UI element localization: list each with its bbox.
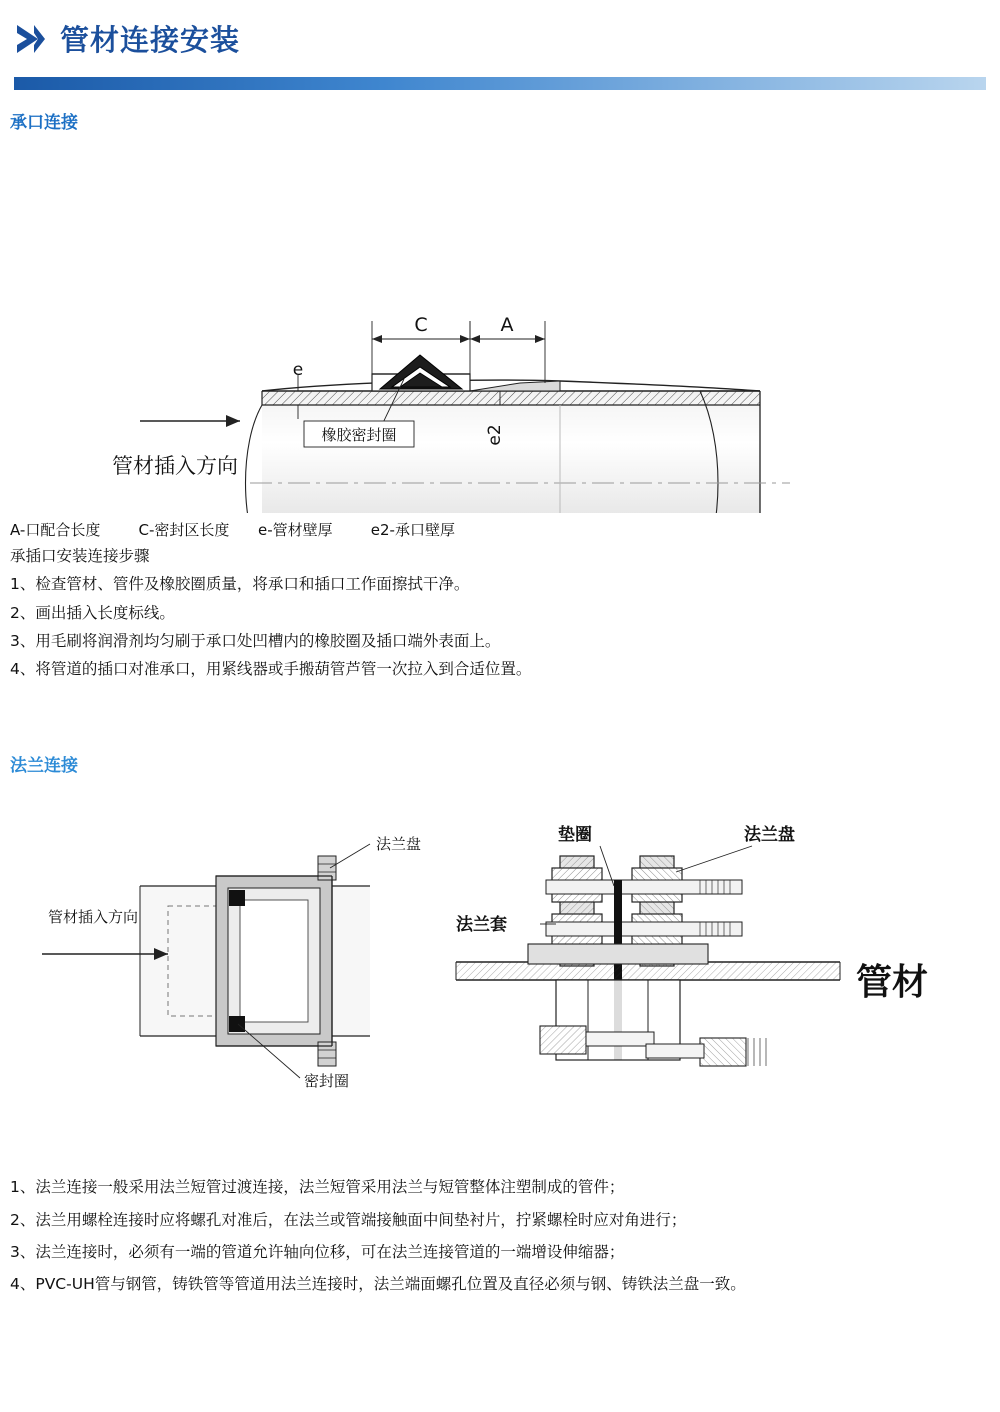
label-insertion-direction-left: 管材插入方向 [48,908,139,927]
dimension-label-C: C [414,314,428,336]
figure-legend: A-口配合长度 C-密封区长度 e-管材壁厚 e2-承口壁厚 [10,521,455,539]
note-item: 3、法兰连接时，必须有一端的管道允许轴向位移，可在法兰连接管道的一端增设伸缩器； [10,1242,625,1261]
label-pipe-material: 管材 [856,962,929,1004]
steps-title: 承插口安装连接步骤 [10,547,150,565]
callout-rubber-seal-ring: 橡胶密封圈 [321,426,397,444]
socket-joint-steps [10,545,1000,681]
callout-flange-disc-right: 法兰盘 [744,825,795,846]
page-header [0,0,1000,69]
callout-gasket: 垫圈 [558,825,592,846]
note-item: 2、法兰用螺栓连接时应将螺孔对准后，在法兰或管端接触面中间垫衬片，拧紧螺栓时应对角进行； [10,1210,687,1229]
callout-flange-sleeve: 法兰套 [456,915,507,936]
section-heading-flange-joint: 法兰连接 [10,756,78,777]
callout-flange-disc-left: 法兰盘 [376,835,422,854]
step-item: 4、将管道的插口对准承口，用紧线器或手搬葫管芦管一次拉入到合适位置。 [10,660,532,678]
dimension-label-e: e [292,360,304,380]
callout-seal-ring-left: 密封圈 [304,1072,350,1091]
step-item: 3、用毛刷将润滑剂均匀刷于承口处凹槽内的橡胶圈及插口端外表面上。 [10,631,501,650]
label-insertion-direction: 管材插入方向 [112,454,238,478]
section-heading-socket-joint: 承口连接 [10,113,78,133]
socket-joint-drawing [0,143,1000,513]
figure-socket-joint [0,143,1000,513]
figure-flange-joint [0,794,1000,1154]
flange-joint-notes [10,1176,1000,1296]
step-item: 1、检查管材、管件及橡胶圈质量，将承口和插口工作面擦拭干净。 [10,575,470,594]
chevron-right-icon [14,22,48,56]
page-title: 管材连接安装 [60,23,241,57]
flange-joint-drawing [0,794,1000,1154]
step-item: 2、画出插入长度标线。 [10,603,175,622]
note-item: 4、PVC-UH管与钢管，铸铁管等管道用法兰连接时，法兰端面螺孔位置及直径必须与钢、铸铁法兰盘一致。 [10,1275,746,1293]
dimension-label-e2: e2 [485,424,505,446]
note-item: 1、法兰连接一般采用法兰短管过渡连接，法兰短管采用法兰与短管整体注塑制成的管件； [10,1178,625,1197]
dimension-label-A: A [500,314,514,336]
header-divider [14,77,986,90]
